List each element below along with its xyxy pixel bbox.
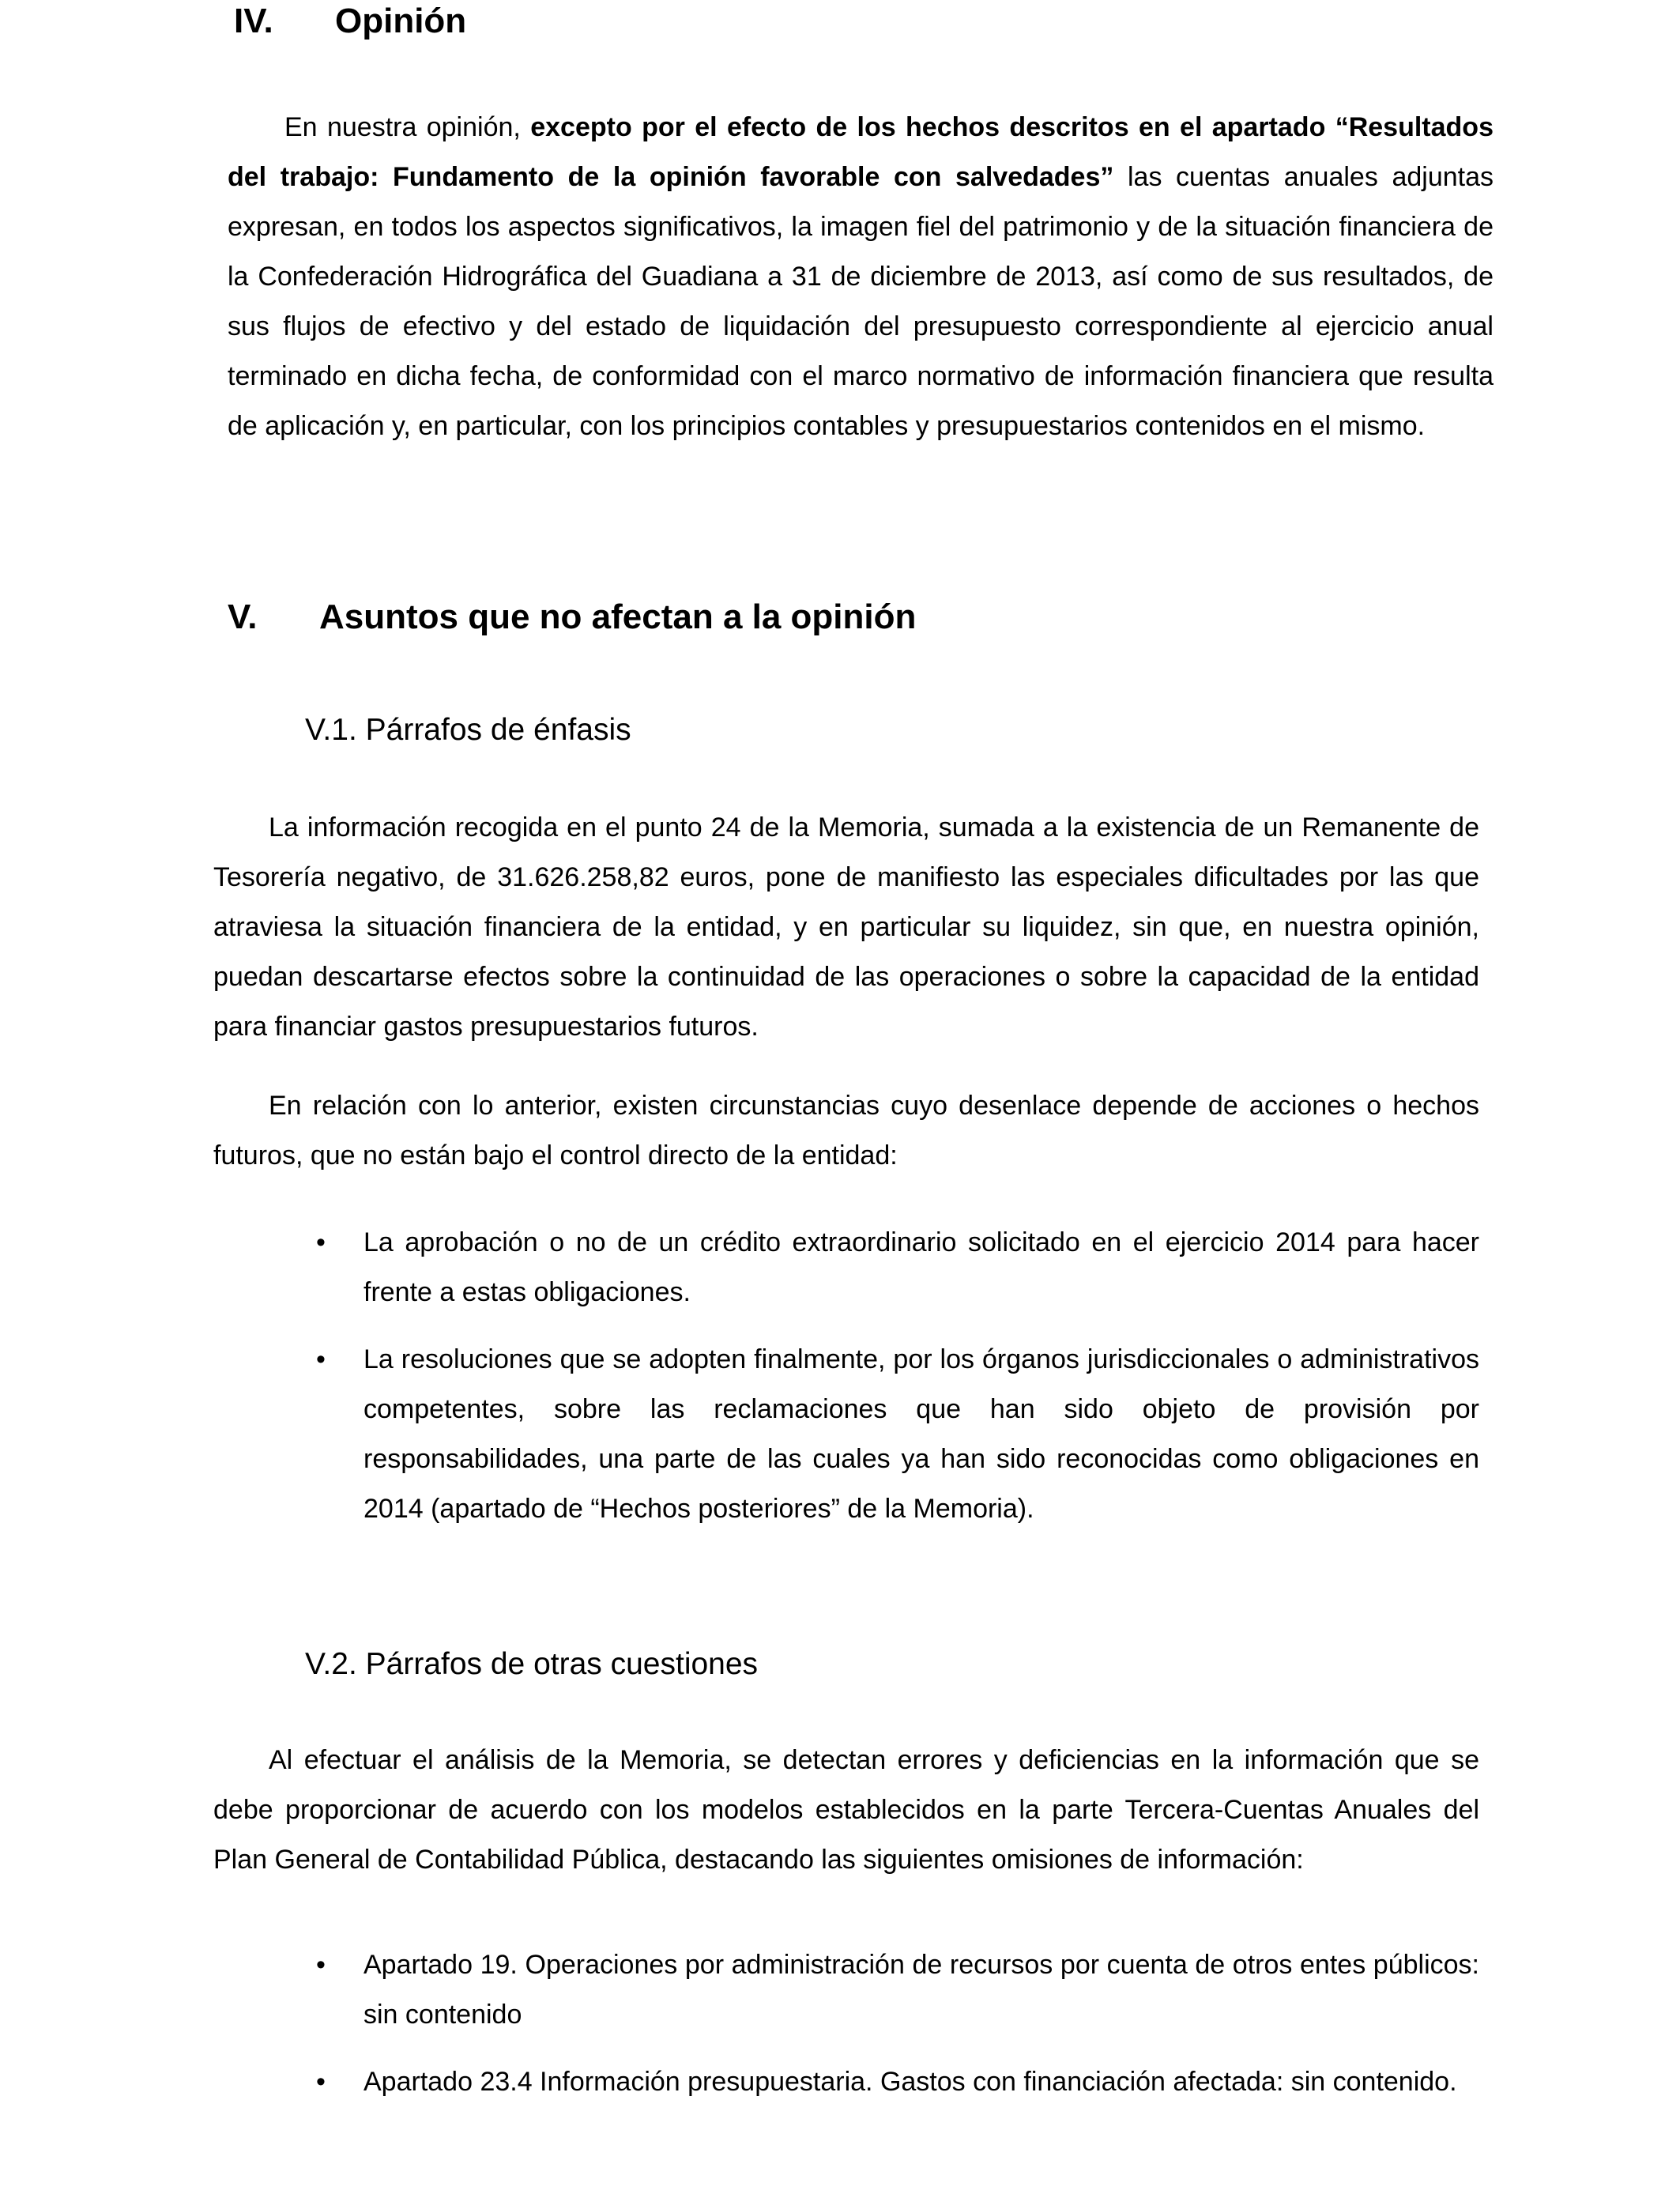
subsection-v2-title: V.2. Párrafos de otras cuestiones [305, 1647, 759, 1681]
other-matters-bullet-2 [316, 2057, 1479, 2107]
opinion-paragraph-bold: excepto por el efecto de los hechos descritos en el apartado “Resultados del trabajo: Fundamento de la opinión favorable con salvedades” [228, 112, 1494, 192]
section-v-title: Asuntos que no afectan a la opinión [319, 598, 917, 636]
opinion-paragraph-lead: En nuestra opinión, [284, 112, 531, 142]
other-matters-bullet-1-text: Apartado 19. Operaciones por administración de recursos por cuenta de otros entes públicos: sin contenido [363, 1950, 1479, 2030]
emphasis-paragraph-2-text: En relación con lo anterior, existen circunstancias cuyo desenlace depende de acciones o hechos futuros, que no están bajo el control directo de la entidad: [213, 1091, 1479, 1171]
bullet-icon: • [316, 1950, 326, 1980]
emphasis-bullet-1 [316, 1218, 1479, 1318]
opinion-paragraph-rest: las cuentas anuales adjuntas expresan, en todos los aspectos significativos, la imagen fiel del patrimonio y de la situación financiera de la Confederación Hidrográfica del Guadiana a 31 de diciembre de 2013, así como de sus resultados, de sus flujos de efectivo y del estado de liquidación del presupuesto correspondiente al ejercicio anual terminado en dicha fecha, de conformidad con el marco normativo de información financiera que resulta de aplicación y, en particular, con los principios contables y presupuestarios contenidos en el mismo. [228, 162, 1494, 441]
emphasis-bullet-2 [316, 1335, 1479, 1534]
section-iv-number: IV. [234, 2, 273, 40]
other-matters-bullet-list [316, 1940, 1479, 2107]
subsection-v1-title: V.1. Párrafos de énfasis [305, 713, 631, 747]
other-matters-bullet-2-text: Apartado 23.4 Información presupuestaria. Gastos con financiación afectada: sin contenido. [363, 2067, 1457, 2097]
bullet-icon: • [316, 1227, 326, 1257]
emphasis-bullet-list [316, 1218, 1479, 1534]
section-iv-title: Opinión [335, 2, 467, 40]
other-matters-paragraph [213, 1736, 1479, 1885]
opinion-paragraph [228, 103, 1494, 451]
bullet-icon: • [316, 2067, 326, 2097]
emphasis-bullet-1-text: La aprobación o no de un crédito extraordinario solicitado en el ejercicio 2014 para hacer frente a estas obligaciones. [363, 1227, 1479, 1307]
emphasis-paragraph-2 [213, 1081, 1479, 1181]
other-matters-bullet-1 [316, 1940, 1479, 2040]
other-matters-paragraph-text: Al efectuar el análisis de la Memoria, se detectan errores y deficiencias en la información que se debe proporcionar de acuerdo con los modelos establecidos en la parte Tercera-Cuentas Anuales del Plan General de Contabilidad Pública, destacando las siguientes omisiones de información: [213, 1745, 1479, 1875]
emphasis-paragraph-1 [213, 803, 1479, 1052]
section-v-number: V. [228, 598, 258, 636]
emphasis-paragraph-1-text: La información recogida en el punto 24 de la Memoria, sumada a la existencia de un Remanente de Tesorería negativo, de 31.626.258,82 euros, pone de manifiesto las especiales dificultades por las que atraviesa la situación financiera de la entidad, y en particular su liquidez, sin que, en nuestra opinión, puedan descartarse efectos sobre la continuidad de las operaciones o sobre la capacidad de la entidad para financiar gastos presupuestarios futuros. [213, 812, 1479, 1042]
bullet-icon: • [316, 1344, 326, 1374]
emphasis-bullet-2-text: La resoluciones que se adopten finalmente, por los órganos jurisdiccionales o administrativos competentes, sobre las reclamaciones que han sido objeto de provisión por responsabilidades, una parte de las cuales ya han sido reconocidas como obligaciones en 2014 (apartado de “Hechos posteriores” de la Memoria). [363, 1344, 1479, 1524]
